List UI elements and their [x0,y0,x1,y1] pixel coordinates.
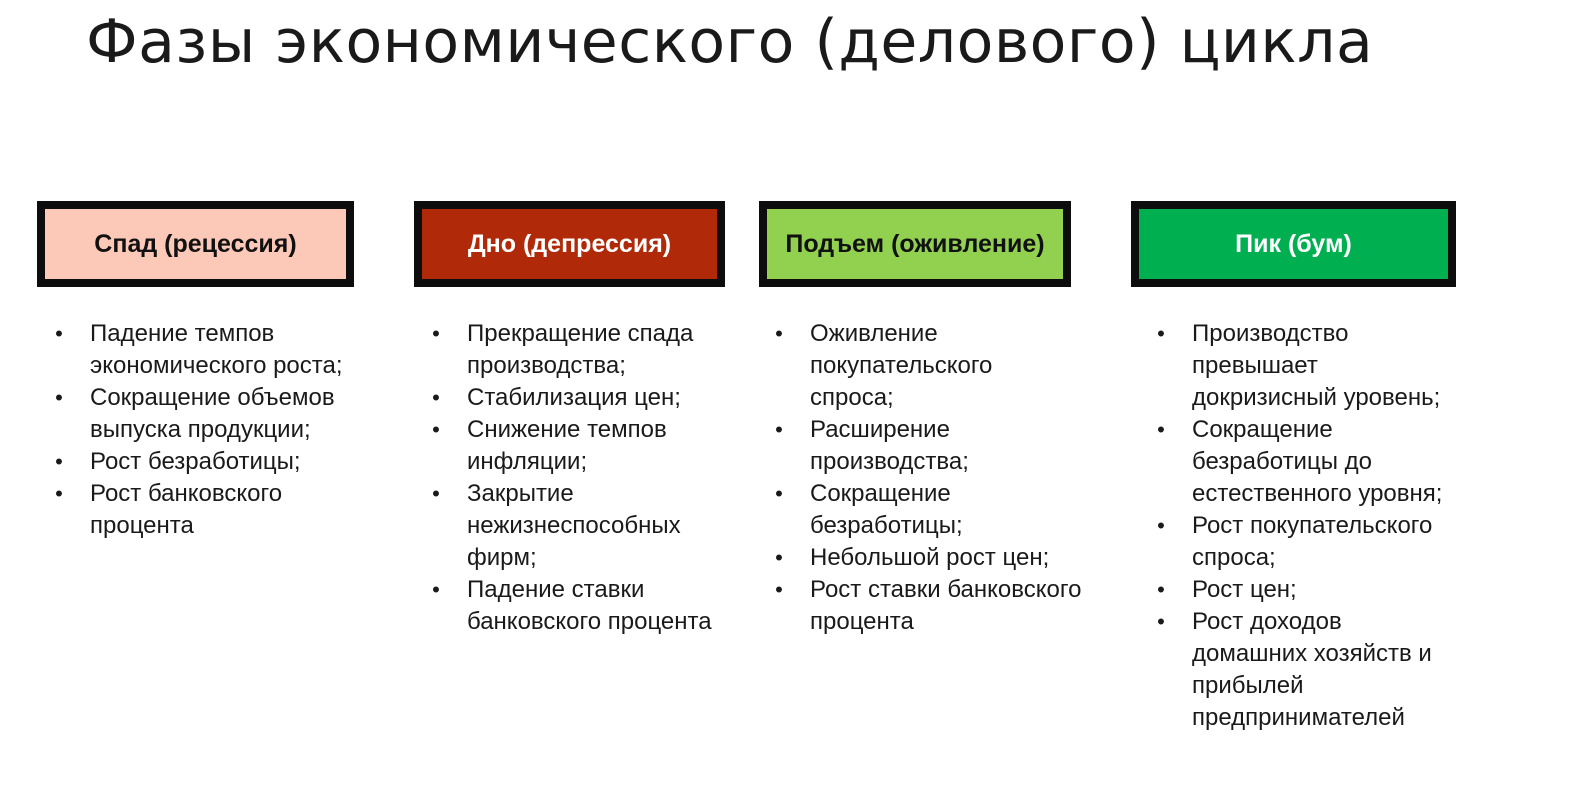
bullet-icon: • [432,385,440,410]
list-item [1154,510,1454,574]
bullet-icon: • [775,577,783,602]
list-item [429,414,729,478]
phase-box-recovery [759,201,1071,287]
list-item [429,382,729,414]
list-item [772,318,1082,414]
bullet-icon: • [1157,513,1165,538]
list-item [52,446,352,478]
slide-title: Фазы экономического (делового) цикла [86,7,1374,77]
bullet-icon: • [1157,577,1165,602]
list-item-text: Рост безработицы; [90,448,301,475]
list-item-text: Падение темпов экономического роста; [90,320,343,379]
phase-label: Пик (бум) [1235,229,1352,258]
list-item-text: Стабилизация цен; [467,384,681,411]
phase-label: Дно (депрессия) [467,229,672,258]
phase-label: Подъем (оживление) [785,229,1045,258]
list-item [772,414,1082,478]
list-item [429,574,729,638]
list-item-text: Прекращение спада производства; [467,320,694,379]
list-item [52,382,352,446]
phase-box-depression [414,201,725,287]
list-item-text: Сокращение объемов выпуска продукции; [90,384,335,443]
list-item [429,478,729,574]
list-item-text: Сокращение безработицы до естественного уровня; [1192,416,1443,507]
list-item [772,542,1082,574]
list-item-text: Производство превышает докризисный уровень; [1192,320,1441,411]
list-item [772,574,1082,638]
bullet-icon: • [1157,609,1165,634]
phase-label: Спад (рецессия) [94,229,297,258]
bullet-icon: • [55,321,63,346]
list-item-text: Оживление покупательского спроса; [810,320,993,411]
list-item [772,478,1082,542]
bullet-icon: • [432,321,440,346]
bullet-icon: • [775,417,783,442]
bullet-icon: • [775,545,783,570]
list-item [52,478,352,542]
phase-list-recession [52,318,352,542]
phase-list-recovery [772,318,1082,638]
bullet-icon: • [1157,321,1165,346]
bullet-icon: • [432,481,440,506]
list-item-text: Снижение темпов инфляции; [467,416,667,475]
list-item-text: Рост банковского процента [90,480,283,539]
phase-list-depression [429,318,729,638]
bullet-icon: • [432,577,440,602]
list-item [1154,574,1454,606]
bullet-icon: • [775,481,783,506]
bullet-icon: • [1157,417,1165,442]
list-item-text: Расширение производства; [810,416,969,475]
phase-list-peak [1154,318,1454,734]
list-item [52,318,352,382]
list-item [1154,414,1454,510]
bullet-icon: • [55,481,63,506]
bullet-icon: • [55,385,63,410]
phase-box-recession [37,201,354,287]
list-item [429,318,729,382]
list-item-text: Рост цен; [1192,576,1297,603]
list-item [1154,318,1454,414]
list-item-text: Небольшой рост цен; [810,544,1050,571]
list-item-text: Рост покупательского спроса; [1192,512,1433,571]
phase-box-peak [1131,201,1456,287]
list-item-text: Рост ставки банковского процента [810,576,1082,635]
list-item-text: Закрытие нежизнеспособных фирм; [467,480,681,571]
bullet-icon: • [432,417,440,442]
list-item-text: Рост доходов домашних хозяйств и прибылей предпринимателей [1192,608,1432,731]
bullet-icon: • [55,449,63,474]
list-item-text: Сокращение безработицы; [810,480,963,539]
bullet-icon: • [775,321,783,346]
list-item-text: Падение ставки банковского процента [467,576,712,635]
list-item [1154,606,1454,734]
